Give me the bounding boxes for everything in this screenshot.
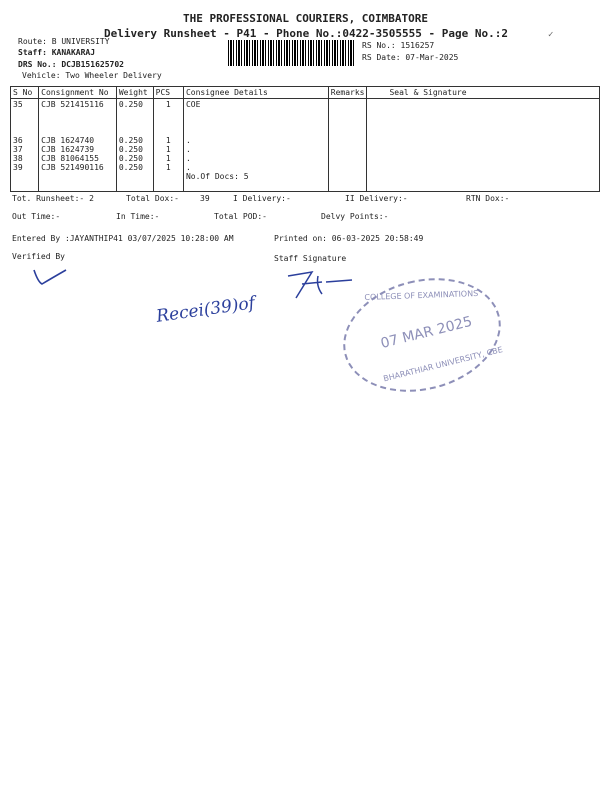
stamp-date: 07 MAR 2025 (379, 313, 474, 352)
consignee-value: . (185, 145, 191, 154)
weight-value: 0.250 (118, 154, 143, 163)
route-label: Route: B UNIVERSITY (18, 37, 110, 46)
pcs-value: 1 (165, 154, 171, 163)
barcode (228, 40, 356, 66)
rs-date: RS Date: 07-Mar-2025 (362, 53, 459, 62)
sno-value: 37 (13, 145, 23, 154)
cell-consignee (183, 99, 328, 192)
cell-seal (367, 99, 600, 192)
stamp-top-text: COLLEGE OF EXAMINATIONS (364, 289, 479, 302)
col-weight: Weight (116, 87, 153, 99)
consignee-value: COE (185, 100, 201, 109)
total-dox-value: 39 (200, 194, 210, 203)
staff-signature (282, 266, 362, 306)
pcs-value: 1 (165, 136, 171, 145)
consignment-value: CJB 521415116 (41, 100, 104, 109)
cell-consignment (39, 99, 117, 192)
in-time: In Time:- (116, 212, 160, 221)
sno-value: 39 (13, 163, 23, 172)
received-note: Recei(39)of (155, 293, 257, 327)
consignee-value: . (185, 136, 191, 145)
sno-value: 36 (13, 136, 23, 145)
stamp-bottom-text: BHARATHIAR UNIVERSITY, CBE (382, 345, 504, 384)
consignment-value: CJB 521490116 (41, 163, 104, 172)
col-seal: Seal & Signature (367, 87, 600, 99)
pcs-value: 1 (165, 145, 171, 154)
col-pcs: PCS (153, 87, 183, 99)
verified-by: Verified By (12, 252, 65, 261)
sno-value: 35 (13, 100, 23, 109)
consignment-value: CJB 1624740 (41, 136, 95, 145)
col-sno: S No (11, 87, 39, 99)
col-consignee: Consignee Details (183, 87, 328, 99)
rtn-dox: RTN Dox:- (466, 194, 510, 203)
pcs-value: 1 (165, 100, 171, 109)
runsheet-title: Delivery Runsheet - P41 - Phone No.:0422-3505555 - Page No.:2 (104, 27, 508, 40)
col-consignment: Consignment No (39, 87, 117, 99)
consignment-value: CJB 1624739 (41, 145, 95, 154)
cell-pcs (153, 99, 183, 192)
col-remarks: Remarks (328, 87, 367, 99)
entered-by: Entered By :JAYANTHIP41 03/07/2025 10:28:00 AM (12, 234, 234, 243)
consignee-value: . (185, 163, 191, 172)
company-title: THE PROFESSIONAL COURIERS, COIMBATORE (183, 12, 429, 25)
ii-delivery: II Delivery:- (345, 194, 408, 203)
cell-remarks (328, 99, 367, 192)
tot-runsheet: Tot. Runsheet:- 2 (12, 194, 94, 203)
staff-label: Staff: KANAKARAJ (18, 48, 96, 57)
delvy-points: Delvy Points:- (321, 212, 389, 221)
pcs-value: 1 (165, 163, 171, 172)
total-dox: Total Dox:- (126, 194, 179, 203)
weight-value: 0.250 (118, 100, 143, 109)
weight-value: 0.250 (118, 136, 143, 145)
i-delivery: I Delivery:- (233, 194, 291, 203)
vehicle-label: Vehicle: Two Wheeler Delivery (22, 71, 162, 80)
out-time: Out Time:- (12, 212, 61, 221)
drs-label: DRS No.: DCJB151625702 (18, 60, 124, 69)
total-pod: Total POD:- (214, 212, 267, 221)
cell-sno (11, 99, 39, 192)
weight-value: 0.250 (118, 163, 143, 172)
consignment-value: CJB 81064155 (41, 154, 99, 163)
runsheet-table (10, 86, 600, 192)
staff-signature-label: Staff Signature (274, 254, 347, 263)
no-of-docs: No.Of Docs: 5 (185, 172, 249, 181)
corner-mark: ✓ (548, 30, 554, 40)
rs-no: RS No.: 1516257 (362, 41, 435, 50)
verified-signature (30, 264, 70, 288)
printed-on: Printed on: 06-03-2025 20:58:49 (274, 234, 424, 243)
consignee-value: . (185, 154, 191, 163)
sno-value: 38 (13, 154, 23, 163)
cell-weight (116, 99, 153, 192)
weight-value: 0.250 (118, 145, 143, 154)
